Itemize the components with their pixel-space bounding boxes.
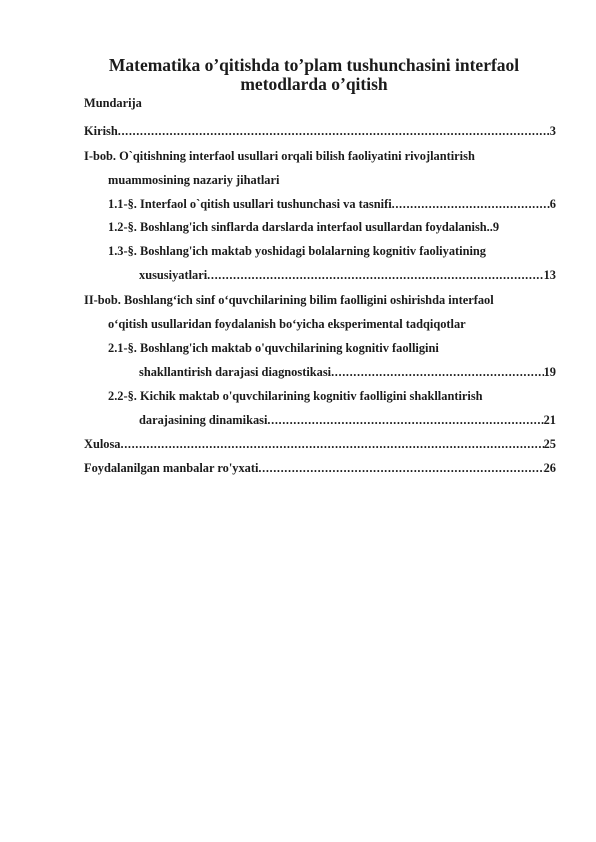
toc-entry-text: Foydalanilgan manbalar ro'yxati bbox=[84, 461, 259, 475]
toc-entry-chapter-2[interactable] bbox=[84, 292, 494, 308]
toc-entry-chapter-1[interactable] bbox=[84, 148, 475, 164]
toc-entry-text: shakllantirish darajasi diagnostikasi bbox=[139, 365, 332, 379]
leader-dots bbox=[118, 123, 550, 139]
toc-entry-2-2[interactable] bbox=[108, 388, 483, 404]
toc-entry-text: Kirish bbox=[84, 124, 118, 138]
toc-page-number: 3 bbox=[549, 124, 556, 138]
toc-entry-text: 2.2-§. Kichik maktab o'quvchilarining kognitiv faolligini shakllantirish bbox=[108, 389, 483, 403]
toc-entry-1-2[interactable] bbox=[108, 219, 499, 235]
contents-heading: Mundarija bbox=[84, 96, 142, 110]
leader-dots bbox=[121, 436, 544, 452]
toc-page-number: 13 bbox=[543, 268, 556, 282]
toc-page-number: 6 bbox=[549, 197, 556, 211]
toc-entry-text: 1.2-§. Boshlang'ich sinflarda darslarda interfaol usullardan foydalanish.. bbox=[108, 220, 493, 234]
toc-page-number: 19 bbox=[543, 365, 556, 379]
toc-entry-chapter-2-cont[interactable] bbox=[108, 316, 466, 332]
leader-dots bbox=[207, 267, 543, 283]
toc-page-number: 21 bbox=[543, 413, 556, 427]
document-title bbox=[84, 56, 544, 94]
toc-page-number: 9 bbox=[492, 220, 500, 234]
toc-page-number: 26 bbox=[543, 461, 556, 475]
title-line-1: Matematika o’qitishda to’plam tushunchasini interfaol bbox=[108, 55, 520, 75]
toc-entry-text: xususiyatlari bbox=[139, 268, 208, 282]
title-line-2: metodlarda o’qitish bbox=[240, 74, 388, 94]
toc-entry-text: 1.1-§. Interfaol o`qitish usullari tushunchasi va tasnifi bbox=[108, 197, 392, 211]
toc-entry-1-3-cont[interactable] bbox=[139, 267, 556, 283]
leader-dots bbox=[331, 364, 544, 380]
toc-entry-text: darajasining dinamikasi bbox=[139, 413, 268, 427]
toc-entry-text: o‘qitish usullaridan foydalanish bo‘yicha eksperimental tadqiqotlar bbox=[108, 317, 466, 331]
toc-entry-2-2-cont[interactable] bbox=[139, 412, 556, 428]
leader-dots bbox=[267, 412, 543, 428]
toc-entry-references[interactable] bbox=[84, 460, 556, 476]
toc-entry-xulosa[interactable] bbox=[84, 436, 556, 452]
toc-entry-text: 1.3-§. Boshlang'ich maktab yoshidagi bolalarning kognitiv faoliyatining bbox=[108, 244, 486, 258]
toc-entry-text: 2.1-§. Boshlang'ich maktab o'quvchilarining kognitiv faolligini bbox=[108, 341, 439, 355]
toc-entry-text: Xulosa bbox=[84, 437, 121, 451]
toc-entry-1-1[interactable] bbox=[108, 196, 556, 212]
toc-entry-1-3[interactable] bbox=[108, 243, 486, 259]
leader-dots bbox=[258, 460, 543, 476]
toc-entry-chapter-1-cont[interactable] bbox=[108, 172, 279, 188]
toc-entry-2-1-cont[interactable] bbox=[139, 364, 556, 380]
toc-entry-text: I-bob. O`qitishning interfaol usullari orqali bilish faoliyatini rivojlantirish bbox=[84, 149, 475, 163]
toc-entry-kirish[interactable] bbox=[84, 123, 556, 139]
toc-page-number: 25 bbox=[543, 437, 556, 451]
toc-entry-text: muammosining nazariy jihatlari bbox=[108, 173, 280, 187]
toc-entry-2-1[interactable] bbox=[108, 340, 439, 356]
toc-entry-text: II-bob. Boshlang‘ich sinf o‘quvchilarining bilim faolligini oshirishda interfaol bbox=[84, 293, 494, 307]
leader-dots bbox=[392, 196, 550, 212]
